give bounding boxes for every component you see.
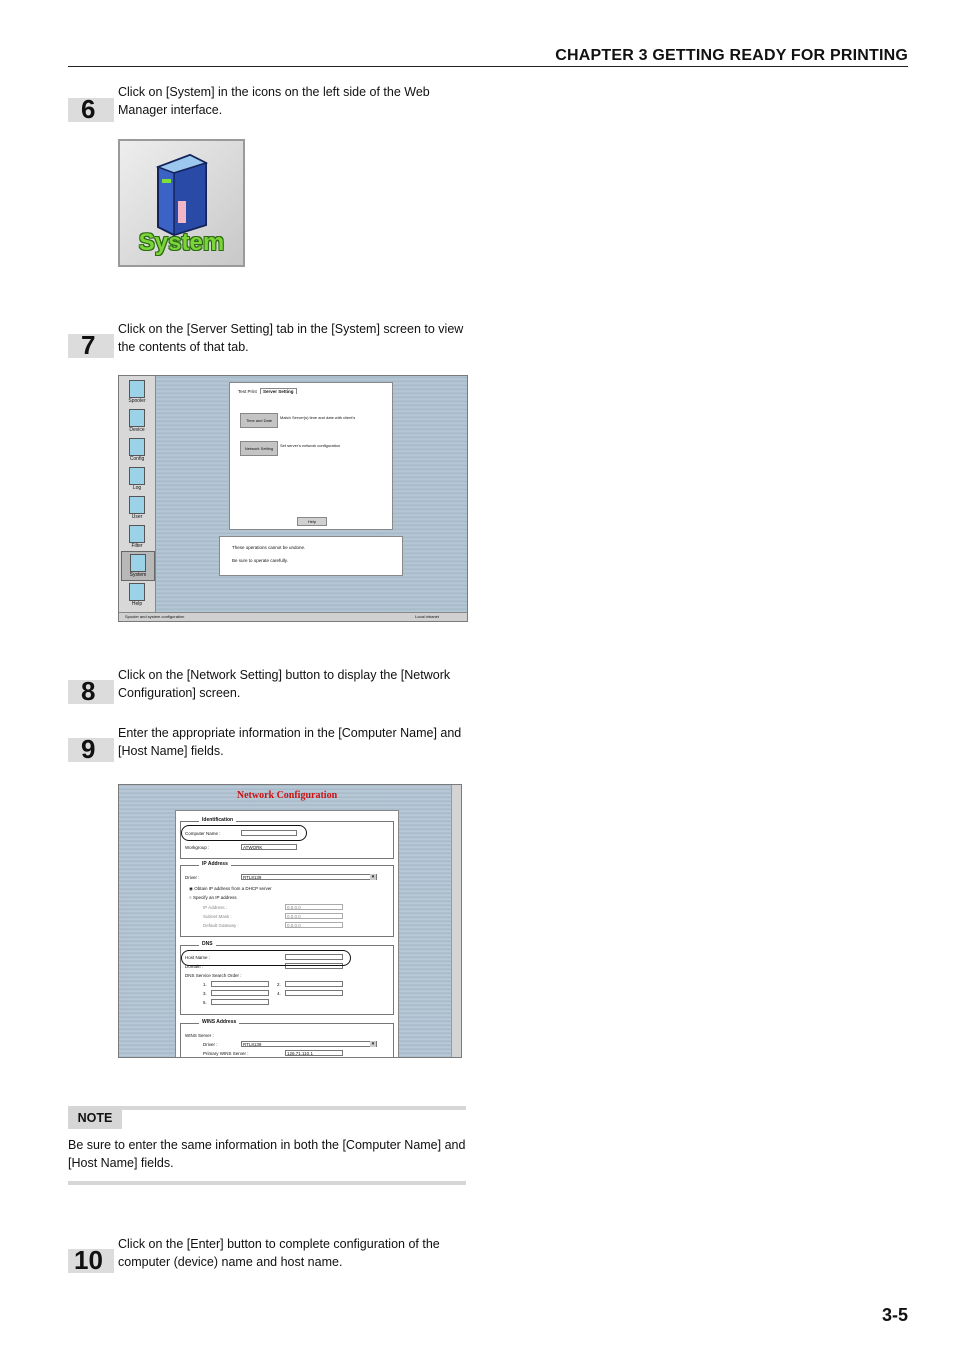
sidebar-item-device[interactable]: Device (121, 407, 153, 435)
specify-ip-radio[interactable]: ○ Specify an IP address (189, 895, 237, 900)
help-button[interactable]: Help (297, 517, 327, 526)
primary-wins-input[interactable]: 126.71.110.1 (285, 1050, 343, 1056)
status-bar (119, 612, 467, 621)
computer-name-label: Computer Name : (185, 831, 221, 836)
step-number-6: 6 (68, 98, 114, 122)
step-text-7: Click on the [Server Setting] tab in the [System] screen to view the contents of that tab. (118, 322, 464, 354)
obtain-ip-radio[interactable]: ◉ Obtain IP address from a DHCP server (189, 886, 272, 891)
system-icon (130, 554, 146, 572)
sidebar-item-log[interactable]: Log (121, 465, 153, 493)
host-name-highlight (181, 950, 351, 966)
wins-address-legend: WINS Address (199, 1019, 239, 1025)
sidebar-item-config[interactable]: Config (121, 436, 153, 464)
step-text-10: Click on the [Enter] button to complete configuration of the computer (device) name and host name. (118, 1237, 440, 1269)
domain-label: Domain : (185, 964, 204, 969)
server-icon (150, 151, 212, 236)
default-gateway-input[interactable]: 0.0.0.0 (285, 922, 343, 928)
step-number-9: 9 (68, 738, 114, 762)
sidebar-item-filter[interactable]: Filter (121, 523, 153, 551)
status-right-text: Local intranet (415, 614, 440, 619)
network-setting-description: Set server's network configuration (280, 443, 341, 448)
dns-order-1-label: 1. (203, 982, 207, 987)
chapter-header (68, 46, 908, 67)
subnet-mask-input[interactable]: 0.0.0.0 (285, 913, 343, 919)
note-top-rule (68, 1106, 466, 1110)
dns-legend: DNS (199, 941, 216, 947)
wins-driver-label: Driver : (203, 1042, 218, 1047)
time-and-date-description: Match Server(s) time and date with client's (280, 415, 356, 420)
tab-test-print[interactable]: Test Print (238, 389, 257, 394)
ip-address-legend: IP Address (199, 861, 231, 867)
dns-order-2-label: 2. (277, 982, 281, 987)
network-configuration-title: Network Configuration (236, 790, 338, 801)
dns-search-order-label: DNS Service Search Order : (185, 973, 242, 978)
warning-line-2: Be sure to operate carefully. (232, 558, 288, 563)
dns-order-5-label: 5. (203, 1000, 207, 1005)
dns-order-4-input[interactable] (285, 990, 343, 996)
note-text: Be sure to enter the same information in both the [Computer Name] and [Host Name] fields. (68, 1138, 466, 1170)
spooler-icon (129, 380, 145, 398)
default-gateway-label: Default Gateway : (203, 923, 239, 928)
note-bottom-rule (68, 1181, 466, 1185)
dns-order-2-input[interactable] (285, 981, 343, 987)
dns-order-3-label: 3. (203, 991, 207, 996)
step-number-10: 10 (68, 1249, 114, 1273)
chapter-title: CHAPTER 3 GETTING READY FOR PRINTING (555, 47, 908, 64)
page-number: 3-5 (881, 1305, 908, 1325)
sidebar-item-user[interactable]: User (121, 494, 153, 522)
status-left-text: Spooler and system configuration (125, 614, 185, 619)
workgroup-input[interactable]: ATWORK (241, 844, 297, 850)
sidebar-item-help[interactable]: Help (121, 581, 153, 609)
primary-wins-label: Primary WINS Server : (203, 1051, 249, 1056)
note-label: NOTE (68, 1108, 122, 1129)
log-icon (129, 467, 145, 485)
host-name-label: Host Name : (185, 955, 211, 960)
time-and-date-button[interactable]: Time and Date (240, 413, 278, 428)
dns-order-1-input[interactable] (211, 981, 269, 987)
ip-address-input[interactable]: 0.0.0.0 (285, 904, 343, 910)
step-text-6: Click on [System] in the icons on the left side of the Web Manager interface. (118, 85, 430, 117)
sidebar-item-spooler[interactable]: Spooler (121, 378, 153, 406)
dns-order-5-input[interactable] (211, 999, 269, 1005)
system-icon-label: System (138, 229, 225, 256)
ip-address-group (180, 861, 394, 937)
warning-message-box (219, 536, 403, 576)
ip-address-label: IP Address : (203, 905, 228, 910)
server-setting-panel (229, 382, 393, 530)
step-text-8: Click on the [Network Setting] button to display the [Network Configuration] screen. (118, 668, 451, 700)
driver-select[interactable]: RTL8139 ▾ (241, 874, 377, 880)
web-manager-sidebar (119, 376, 156, 614)
step-text-9: Enter the appropriate information in the [Computer Name] and [Host Name] fields. (118, 726, 462, 758)
workgroup-label: Workgroup : (185, 845, 210, 850)
config-icon (129, 438, 145, 456)
help-icon (129, 583, 145, 601)
wins-driver-select[interactable]: RTL8139 ▾ (241, 1041, 377, 1047)
dns-order-4-label: 4. (277, 991, 281, 996)
vertical-scrollbar[interactable] (451, 785, 461, 1057)
system-screen-screenshot (118, 375, 468, 622)
warning-line-1: These operations cannot be undone. (232, 545, 306, 550)
step-number-7: 7 (68, 334, 114, 358)
step-number-8: 8 (68, 680, 114, 704)
identification-legend: Identification (199, 817, 236, 823)
network-setting-button[interactable]: Network Setting (240, 441, 278, 456)
system-icon-screenshot (118, 139, 245, 267)
driver-label: Driver : (185, 875, 200, 880)
device-icon (129, 409, 145, 427)
dns-order-3-input[interactable] (211, 990, 269, 996)
computer-name-highlight (181, 825, 307, 841)
filter-icon (129, 525, 145, 543)
wins-address-group (180, 1019, 394, 1058)
network-configuration-form (175, 810, 399, 1058)
sidebar-item-system[interactable]: System (121, 551, 155, 581)
network-configuration-screenshot (118, 784, 462, 1058)
subnet-mask-label: Subnet Mask : (203, 914, 232, 919)
tab-server-setting[interactable]: Server Setting (260, 388, 297, 394)
wins-server-label: WINS Server : (185, 1033, 214, 1038)
user-icon (129, 496, 145, 514)
